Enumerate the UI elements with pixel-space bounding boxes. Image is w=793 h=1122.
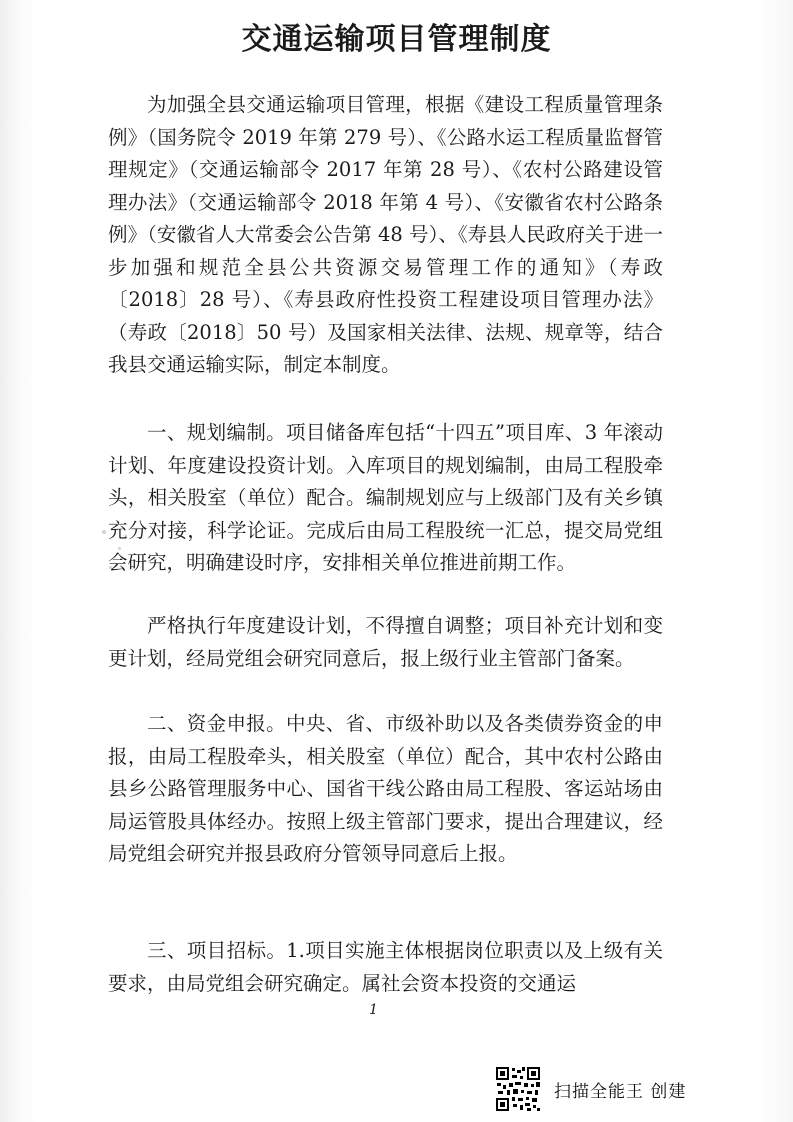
scanner-footer <box>494 1062 686 1116</box>
scan-smudge <box>118 547 121 550</box>
section-funding <box>108 708 663 871</box>
page-number: 1 <box>369 1002 378 1018</box>
document-title: 交通运输项目管理制度 <box>241 22 552 57</box>
scan-smudge <box>102 530 106 534</box>
scan-smudge <box>109 566 112 569</box>
intro-paragraph <box>108 89 663 382</box>
paragraph-text: 为加强全县交通运输项目管理，根据《建设工程质量管理条例》（国务院令 2019 年第 279 号）、《公路水运工程质量监督管理规定》（交通运输部令 2017 年第 28 号）、《农村公路建设管理办法》（交通运输部令 2018 年第 4 号）、《安徽省农村公路条例》（安徽省人大常委会公告第 48 号）、《寿县人民政府关于进一步加强和规范全县公共资源交易管理工作的通知》（寿政〔2018〕28 号）、《寿县政府性投资工程建设项目管理办法》（寿政〔2018〕50 号）及国家相关法律、法规、规章等，结合我县交通运输实际，制定本制度。 <box>108 93 663 376</box>
scanner-brand-label: 扫描全能王 创建 <box>554 1081 687 1102</box>
section-planning-followup <box>108 610 663 675</box>
paragraph-text: 二、资金申报。中央、省、市级补助以及各类债券资金的申报，由局工程股牵头，相关股室（单位）配合，其中农村公路由县乡公路管理服务中心、国省干线公路由局工程股、客运站场由局运管股具体经办。按照上级主管部门要求，提出合理建议，经局党组会研究并报县政府分管领导同意后上报。 <box>108 712 663 865</box>
section-planning <box>108 417 663 580</box>
paragraph-text: 三、项目招标。1.项目实施主体根据岗位职责以及上级有关要求，由局党组会研究确定。属社会资本投资的交通运 <box>108 939 663 995</box>
paragraph-text: 严格执行年度建设计划，不得擅自调整；项目补充计划和变更计划，经局党组会研究同意后，报上级行业主管部门备案。 <box>108 614 663 670</box>
qr-code-icon <box>494 1065 542 1113</box>
paragraph-text: 一、规划编制。项目储备库包括“十四五”项目库、3 年滚动计划、年度建设投资计划。入库项目的规划编制，由局工程股牵头，相关股室（单位）配合。编制规划应与上级部门及有关乡镇充分对接，科学论证。完成后由局工程股统一汇总，提交局党组会研究，明确建设时序，安排相关单位推进前期工作。 <box>108 421 663 574</box>
section-bidding <box>108 935 663 1000</box>
